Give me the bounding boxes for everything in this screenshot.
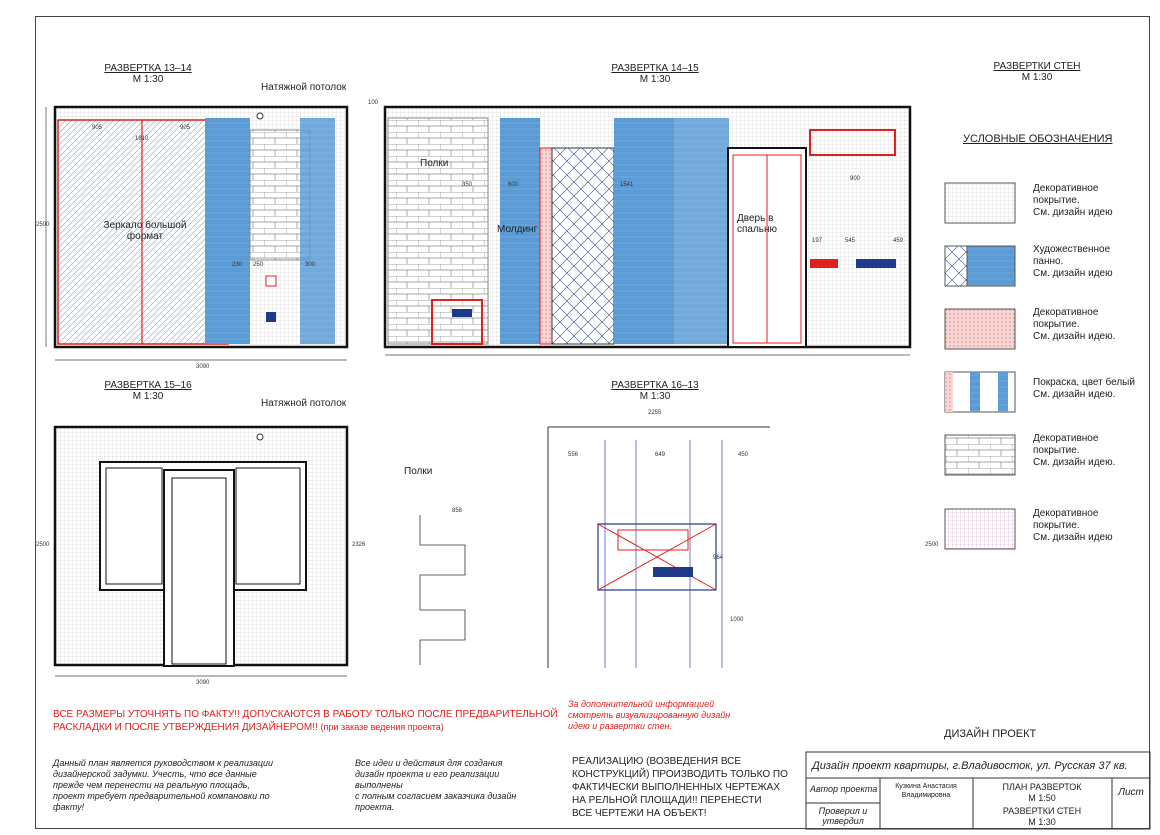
- dim-100: 100: [368, 100, 379, 106]
- dim-2326: 2326: [352, 542, 366, 548]
- dim-3090-a: 3090: [196, 364, 210, 370]
- view-scale-13-14: М 1:30: [132, 74, 164, 85]
- dim-2500-a: 2500: [36, 222, 50, 228]
- view-title-13-14: РАЗВЕРТКА 13–14: [104, 63, 192, 74]
- plan-label: ПЛАН РАЗВЕРТОК: [1002, 782, 1082, 792]
- dim-197: 197: [812, 238, 823, 244]
- legend-item-3: Декоративное покрытие. См. дизайн идею.: [1033, 307, 1116, 342]
- legend-item-1: Декоративное покрытие. См. дизайн идею: [1033, 183, 1113, 218]
- label-shelves-1: Полки: [420, 158, 449, 169]
- dim-250: 250: [253, 262, 264, 268]
- view-scale-16-13: М 1:30: [639, 391, 671, 402]
- dim-230: 230: [232, 262, 243, 268]
- label-door: Дверь в спальню: [737, 213, 778, 235]
- dim-964: 964: [713, 555, 724, 561]
- view-scale-14-15: М 1:30: [639, 74, 671, 85]
- view-title-14-15: РАЗВЕРТКА 14–15: [611, 63, 699, 74]
- note-ideas: Все идеи и действия для создания дизайн проекта и его реализации выполнены с полным согласием заказчика дизайн проекта.: [355, 758, 517, 812]
- view-title-16-13: РАЗВЕРТКА 16–13: [611, 380, 699, 391]
- dim-459: 459: [893, 238, 904, 244]
- legend-item-6: Декоративное покрытие. См. дизайн идею: [1033, 508, 1113, 543]
- plan-scale: М 1:50: [1028, 793, 1056, 803]
- legend-item-2: Художественное панно. См. дизайн идею: [1033, 244, 1113, 279]
- walls-label: РАЗВЕРТКИ СТЕН: [1002, 806, 1082, 816]
- dim-1000: 1000: [730, 617, 744, 623]
- label-mirror: Зеркало большой формат: [103, 220, 187, 242]
- view-scale-walls: М 1:30: [1021, 72, 1053, 83]
- project-name: Дизайн проект квартиры, г.Владивосток, ул. Русская 37 кв.: [812, 760, 1128, 772]
- design-project-label: ДИЗАЙН ПРОЕКТ: [944, 728, 1037, 740]
- note-plan: Данный план является руководством к реализации дизайнерской задумки. Учесть, что все данные прежде чем перенести на реальную площадь, проект требует предварительной компановки по факту!: [53, 758, 274, 812]
- dim-905-b: 905: [180, 125, 191, 131]
- dim-450: 450: [738, 452, 749, 458]
- note-warning-line2: РАСКЛАДКИ И ПОСЛЕ УТВЕРЖДЕНИЯ ДИЗАЙНЕРОМ!! (при заказе ведения проекта): [53, 722, 444, 733]
- dim-858: 858: [452, 508, 463, 514]
- dim-556: 556: [568, 452, 579, 458]
- legend-item-5: Декоративное покрытие. См. дизайн идею.: [1033, 433, 1116, 468]
- dim-2500-c: 2500: [925, 542, 939, 548]
- view-16-13: [548, 427, 770, 668]
- view-14-15: [385, 107, 910, 355]
- label-ceiling-1: Натяжной потолок: [261, 82, 347, 93]
- note-realization: РЕАЛИЗАЦИЮ (ВОЗВЕДЕНИЯ ВСЕ КОНСТРУКЦИЙ) ПРОИЗВОДИТЬ ТОЛЬКО ПО ФАКТИЧЕСКИ ВЫПОЛНЕННЫХ ЧЕРТЕЖАХ НА РЕЛЬНОЙ ПЛОЩАДИ!! ПЕРЕНЕСТИ ВСЕ ЧЕРТЕЖИ НА ОБЪЕКТ!: [572, 756, 788, 819]
- dim-2255: 2255: [648, 410, 662, 416]
- dim-600: 600: [508, 182, 519, 188]
- note-warning-line1: ВСЕ РАЗМЕРЫ УТОЧНЯТЬ ПО ФАКТУ!! ДОПУСКАЮТСЯ В РАБОТУ ТОЛЬКО ПОСЛЕ ПРЕДВАРИТЕЛЬНОЙ: [53, 709, 558, 720]
- label-shelves-2: Полки: [404, 466, 433, 477]
- dim-1541: 1541: [620, 182, 634, 188]
- dim-3090-b: 3090: [196, 680, 210, 686]
- legend-title: УСЛОВНЫЕ ОБОЗНАЧЕНИЯ: [963, 133, 1113, 145]
- dim-300: 300: [305, 262, 316, 268]
- dim-900: 900: [850, 176, 861, 182]
- author-label: Автор проекта: [810, 784, 878, 794]
- legend-item-4: Покраска, цвет белый См. дизайн идею.: [1033, 377, 1135, 400]
- view-title-15-16: РАЗВЕРТКА 15–16: [104, 380, 192, 391]
- view-15-16: [55, 427, 465, 676]
- dim-350: 350: [462, 182, 473, 188]
- label-ceiling-2: Натяжной потолок: [261, 398, 347, 409]
- dim-2500-b: 2500: [36, 542, 50, 548]
- dim-1810: 1810: [135, 136, 149, 142]
- walls-scale: М 1:30: [1028, 817, 1056, 827]
- dim-905-a: 905: [92, 125, 103, 131]
- view-scale-15-16: М 1:30: [132, 391, 164, 402]
- sheet-label: Лист: [1118, 787, 1144, 798]
- view-title-walls: РАЗВЕРТКИ СТЕН: [993, 61, 1081, 72]
- check-label: Проверил и утвердил: [818, 806, 868, 826]
- dim-649: 649: [655, 452, 666, 458]
- legend-swatches: [945, 183, 1015, 549]
- label-molding: Молдинг: [497, 224, 538, 235]
- author-name: Кузкина Анастасия Владимировна: [895, 783, 957, 799]
- dim-545: 545: [845, 238, 856, 244]
- note-info: За дополнительной информацией смотреть визуализированную дизайн идею и развертки стен.: [568, 699, 731, 731]
